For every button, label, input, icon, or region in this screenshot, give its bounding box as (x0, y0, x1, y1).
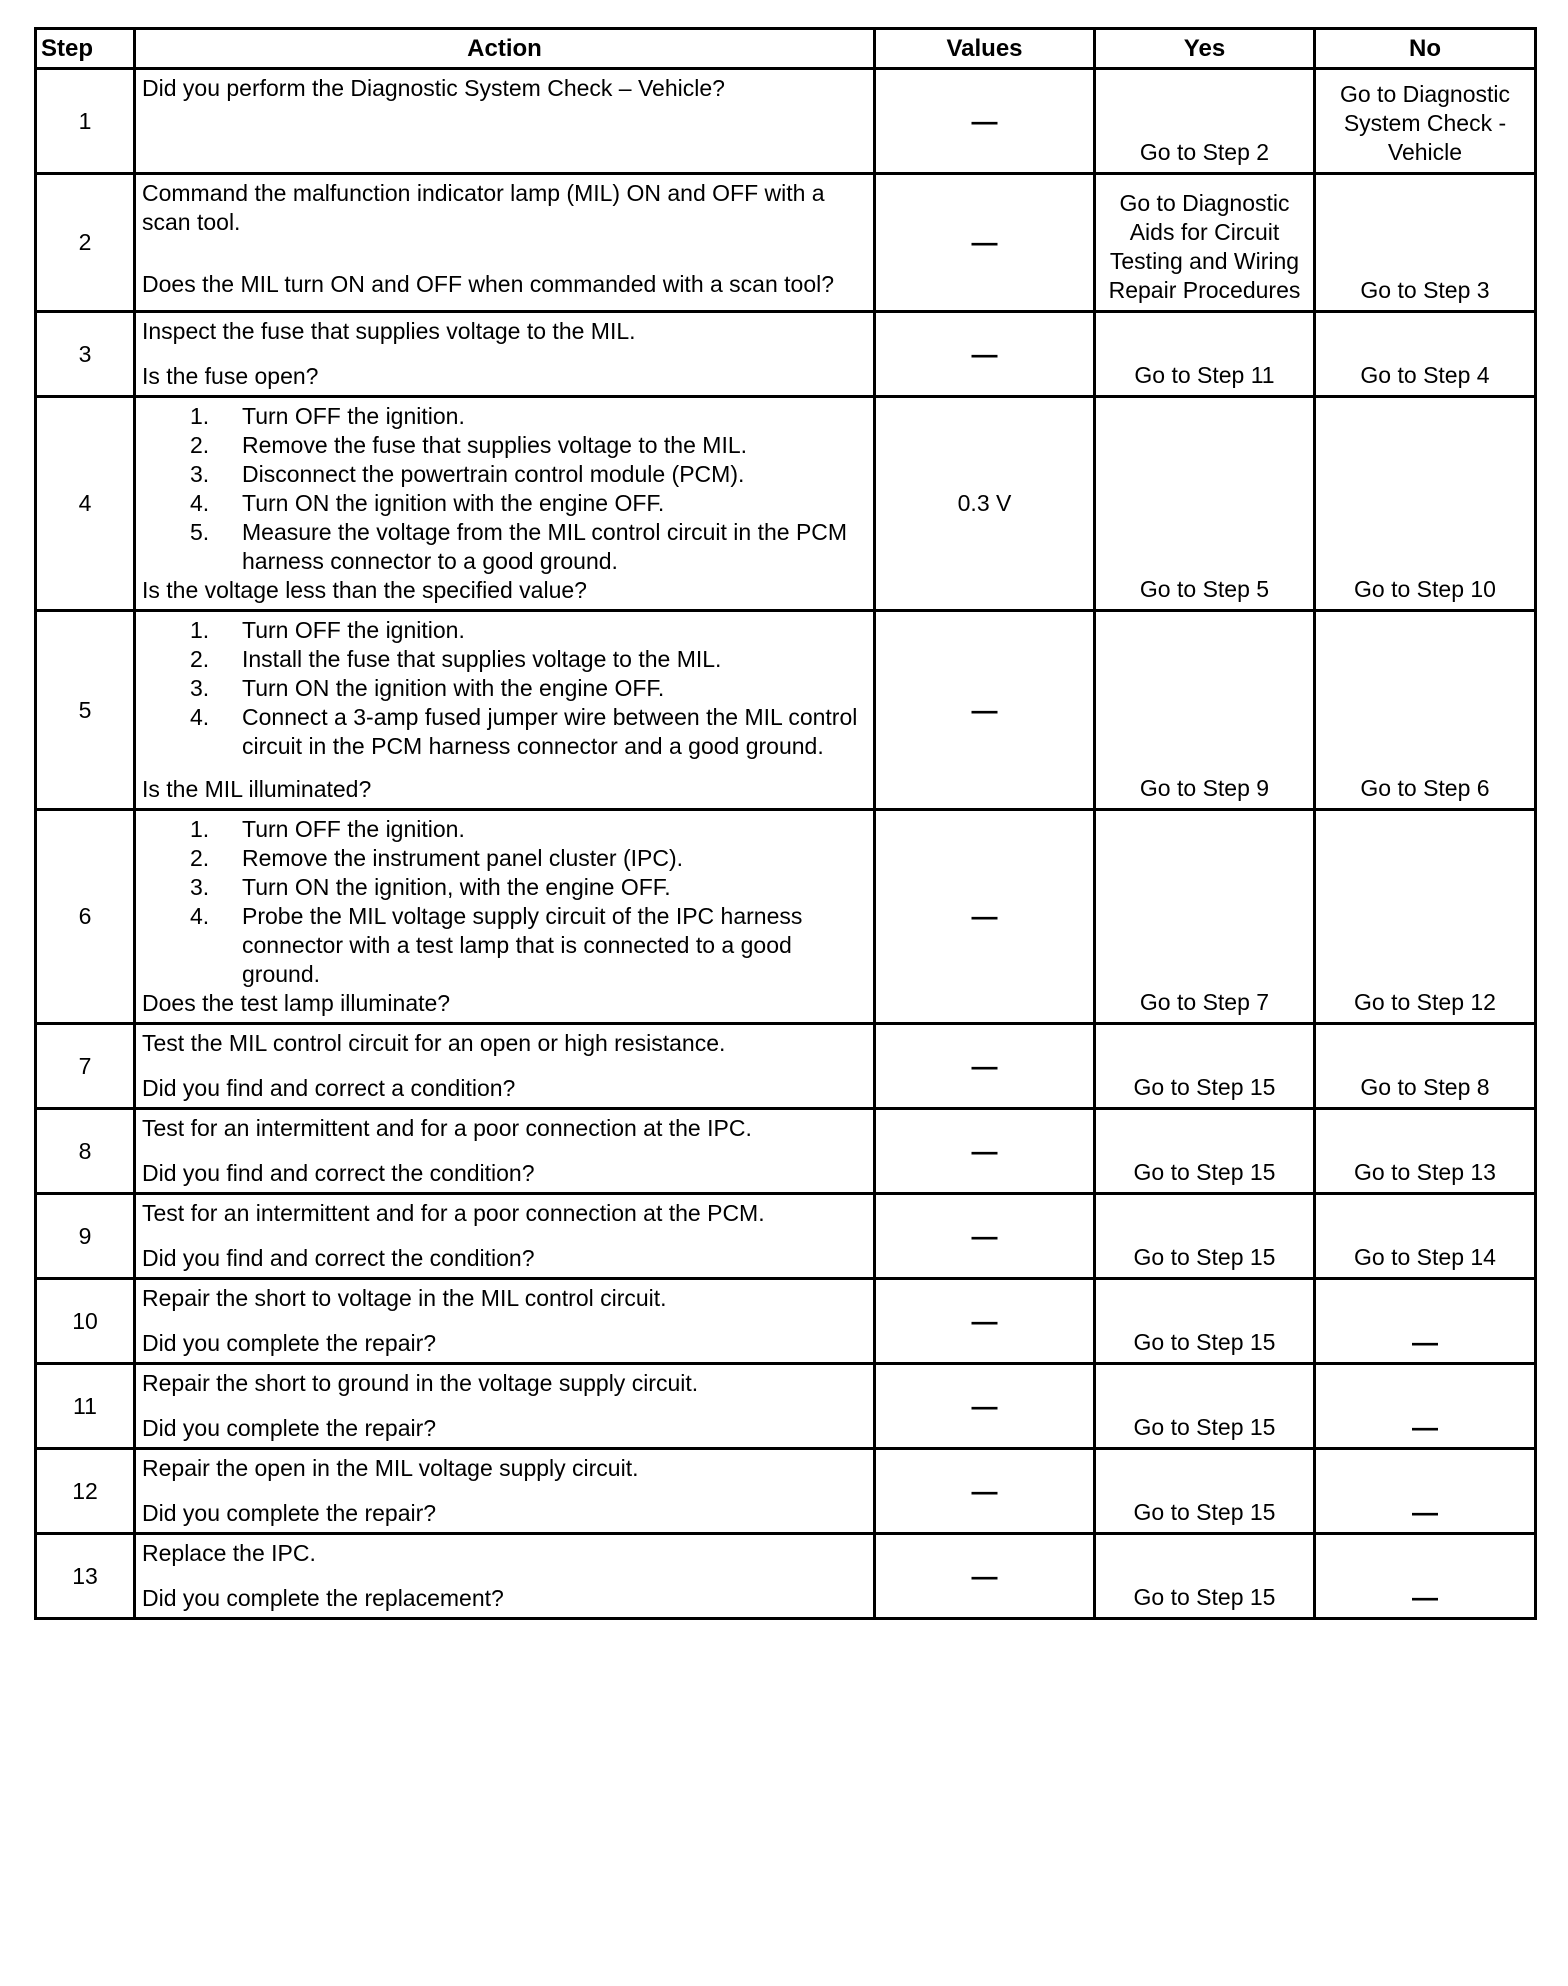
action-text: Repair the short to voltage in the MIL control circuit. (142, 1285, 667, 1311)
action-instructions (142, 1284, 867, 1313)
table-row (36, 397, 1536, 611)
no-cell: Go to Step 4 (1315, 312, 1536, 397)
action-step-item (190, 873, 867, 902)
action-step-text: Turn OFF the ignition. (242, 403, 465, 429)
no-cell: Go to Step 3 (1315, 174, 1536, 312)
values-cell: — (875, 1279, 1095, 1364)
action-step-number: 2. (190, 432, 210, 458)
action-instructions (142, 1454, 867, 1483)
action-instructions (142, 1199, 867, 1228)
action-step-text: Remove the instrument panel cluster (IPC). (242, 845, 684, 871)
values-cell: — (875, 1364, 1095, 1449)
yes-cell: Go to Step 15 (1095, 1024, 1315, 1109)
step-number: 5 (36, 611, 135, 810)
action-step-number: 3. (190, 874, 210, 900)
action-step-text: Disconnect the powertrain control module (PCM). (242, 461, 745, 487)
action-question: Does the MIL turn ON and OFF when commanded with a scan tool? (142, 271, 835, 297)
action-instructions (142, 815, 867, 989)
action-cell (135, 1109, 875, 1194)
action-step-number: 1. (190, 617, 210, 643)
no-cell: — (1315, 1364, 1536, 1449)
step-number: 3 (36, 312, 135, 397)
action-cell (135, 1364, 875, 1449)
table-row (36, 810, 1536, 1024)
yes-cell: Go to Step 15 (1095, 1109, 1315, 1194)
no-cell: Go to Step 8 (1315, 1024, 1536, 1109)
action-steps-list (142, 402, 867, 576)
action-step-item (190, 616, 867, 645)
action-step-number: 2. (190, 845, 210, 871)
table-row (36, 611, 1536, 810)
header-step: Step (36, 29, 135, 69)
action-content (142, 1454, 867, 1528)
action-content (142, 1029, 867, 1103)
action-cell (135, 611, 875, 810)
yes-cell: Go to Diagnostic Aids for Circuit Testing and Wiring Repair Procedures (1095, 174, 1315, 312)
action-cell (135, 69, 875, 174)
values-cell: — (875, 69, 1095, 174)
action-step-item (190, 844, 867, 873)
step-number: 12 (36, 1449, 135, 1534)
table-row (36, 1364, 1536, 1449)
table-row (36, 69, 1536, 174)
values-cell: 0.3 V (875, 397, 1095, 611)
header-action: Action (135, 29, 875, 69)
action-step-item (190, 815, 867, 844)
step-number: 11 (36, 1364, 135, 1449)
action-content (142, 179, 867, 299)
action-text: Command the malfunction indicator lamp (MIL) ON and OFF with a scan tool. (142, 180, 825, 235)
action-cell (135, 810, 875, 1024)
yes-cell: Go to Step 15 (1095, 1534, 1315, 1619)
action-step-text: Turn OFF the ignition. (242, 816, 465, 842)
table-row (36, 312, 1536, 397)
no-cell: Go to Step 14 (1315, 1194, 1536, 1279)
action-content (142, 815, 867, 1018)
action-text: Test the MIL control circuit for an open or high resistance. (142, 1030, 726, 1056)
action-question: Did you find and correct a condition? (142, 1075, 516, 1101)
table-row (36, 174, 1536, 312)
action-step-number: 4. (190, 903, 210, 929)
action-cell (135, 1534, 875, 1619)
action-step-item (190, 645, 867, 674)
action-step-number: 1. (190, 403, 210, 429)
action-text: Inspect the fuse that supplies voltage to the MIL. (142, 318, 636, 344)
yes-cell: Go to Step 11 (1095, 312, 1315, 397)
yes-cell: Go to Step 15 (1095, 1279, 1315, 1364)
action-step-number: 2. (190, 646, 210, 672)
action-step-text: Turn ON the ignition with the engine OFF. (242, 490, 665, 516)
action-step-item (190, 402, 867, 431)
action-instructions (142, 1114, 867, 1143)
action-step-text: Turn OFF the ignition. (242, 617, 465, 643)
action-text: Repair the open in the MIL voltage supply circuit. (142, 1455, 639, 1481)
header-no: No (1315, 29, 1536, 69)
action-instructions (142, 179, 867, 237)
no-cell: Go to Step 12 (1315, 810, 1536, 1024)
action-content (142, 616, 867, 804)
action-step-text: Turn ON the ignition with the engine OFF. (242, 675, 665, 701)
action-step-item (190, 489, 867, 518)
yes-cell: Go to Step 2 (1095, 69, 1315, 174)
values-cell: — (875, 810, 1095, 1024)
step-number: 8 (36, 1109, 135, 1194)
action-question: Is the MIL illuminated? (142, 776, 372, 802)
table-row (36, 1279, 1536, 1364)
table-row (36, 1024, 1536, 1109)
action-content (142, 402, 867, 605)
action-steps-list (142, 616, 867, 761)
no-cell: — (1315, 1534, 1536, 1619)
action-text: Did you perform the Diagnostic System Check – Vehicle? (142, 75, 725, 101)
step-number: 13 (36, 1534, 135, 1619)
action-step-item (190, 703, 867, 761)
action-step-item (190, 431, 867, 460)
action-content (142, 1284, 867, 1358)
action-step-text: Connect a 3-amp fused jumper wire between the MIL control circuit in the PCM harness connector and a good ground. (242, 704, 858, 759)
values-cell: — (875, 174, 1095, 312)
action-instructions (142, 1369, 867, 1398)
action-question: Did you complete the repair? (142, 1330, 437, 1356)
action-text: Test for an intermittent and for a poor connection at the IPC. (142, 1115, 752, 1141)
no-cell: — (1315, 1449, 1536, 1534)
step-number: 4 (36, 397, 135, 611)
values-cell: — (875, 1024, 1095, 1109)
action-step-text: Measure the voltage from the MIL control circuit in the PCM harness connector to a good ground. (242, 519, 848, 574)
action-step-text: Probe the MIL voltage supply circuit of the IPC harness connector with a test lamp that is connected to a good ground. (242, 903, 803, 987)
action-text: Replace the IPC. (142, 1540, 316, 1566)
no-cell: — (1315, 1279, 1536, 1364)
action-instructions (142, 74, 867, 103)
table-row (36, 1194, 1536, 1279)
header-yes: Yes (1095, 29, 1315, 69)
table-row (36, 1449, 1536, 1534)
action-content (142, 1114, 867, 1188)
yes-cell: Go to Step 7 (1095, 810, 1315, 1024)
action-question: Is the voltage less than the specified value? (142, 577, 587, 603)
yes-cell: Go to Step 9 (1095, 611, 1315, 810)
action-content (142, 317, 867, 391)
action-question: Did you complete the repair? (142, 1415, 437, 1441)
action-step-number: 3. (190, 675, 210, 701)
values-cell: — (875, 611, 1095, 810)
action-step-text: Turn ON the ignition, with the engine OFF. (242, 874, 671, 900)
action-instructions (142, 616, 867, 761)
action-steps-list (142, 815, 867, 989)
action-question: Does the test lamp illuminate? (142, 990, 451, 1016)
action-step-item (190, 674, 867, 703)
yes-cell: Go to Step 15 (1095, 1364, 1315, 1449)
values-cell: — (875, 1194, 1095, 1279)
action-instructions (142, 317, 867, 346)
action-question: Is the fuse open? (142, 363, 319, 389)
no-cell: Go to Step 10 (1315, 397, 1536, 611)
action-step-number: 5. (190, 519, 210, 545)
step-number: 10 (36, 1279, 135, 1364)
action-question: Did you complete the replacement? (142, 1585, 504, 1611)
yes-cell: Go to Step 15 (1095, 1194, 1315, 1279)
action-step-number: 1. (190, 816, 210, 842)
action-step-number: 4. (190, 704, 210, 730)
table-row (36, 1534, 1536, 1619)
action-instructions (142, 402, 867, 576)
step-number: 1 (36, 69, 135, 174)
header-values: Values (875, 29, 1095, 69)
action-cell (135, 174, 875, 312)
action-cell (135, 397, 875, 611)
step-number: 9 (36, 1194, 135, 1279)
table-row (36, 1109, 1536, 1194)
header-row (36, 29, 1536, 69)
no-cell: Go to Step 6 (1315, 611, 1536, 810)
step-number: 6 (36, 810, 135, 1024)
action-cell (135, 1024, 875, 1109)
action-cell (135, 1279, 875, 1364)
action-step-number: 3. (190, 461, 210, 487)
yes-cell: Go to Step 15 (1095, 1449, 1315, 1534)
values-cell: — (875, 1534, 1095, 1619)
values-cell: — (875, 1449, 1095, 1534)
action-content (142, 74, 867, 140)
action-step-number: 4. (190, 490, 210, 516)
action-step-item (190, 518, 867, 576)
action-instructions (142, 1029, 867, 1058)
action-question: Did you find and correct the condition? (142, 1160, 535, 1186)
action-question: Did you find and correct the condition? (142, 1245, 535, 1271)
action-question: Did you complete the repair? (142, 1500, 437, 1526)
action-step-item (190, 460, 867, 489)
action-content (142, 1369, 867, 1443)
action-instructions (142, 1539, 867, 1568)
action-text: Test for an intermittent and for a poor connection at the PCM. (142, 1200, 765, 1226)
action-step-text: Remove the fuse that supplies voltage to the MIL. (242, 432, 748, 458)
diagnostic-table (34, 27, 1537, 1620)
no-cell: Go to Diagnostic System Check - Vehicle (1315, 69, 1536, 174)
step-number: 2 (36, 174, 135, 312)
action-cell (135, 312, 875, 397)
values-cell: — (875, 1109, 1095, 1194)
action-step-item (190, 902, 867, 989)
action-content (142, 1199, 867, 1273)
step-number: 7 (36, 1024, 135, 1109)
yes-cell: Go to Step 5 (1095, 397, 1315, 611)
action-cell (135, 1194, 875, 1279)
action-content (142, 1539, 867, 1613)
no-cell: Go to Step 13 (1315, 1109, 1536, 1194)
action-text: Repair the short to ground in the voltage supply circuit. (142, 1370, 699, 1396)
action-cell (135, 1449, 875, 1534)
values-cell: — (875, 312, 1095, 397)
action-step-text: Install the fuse that supplies voltage to the MIL. (242, 646, 722, 672)
